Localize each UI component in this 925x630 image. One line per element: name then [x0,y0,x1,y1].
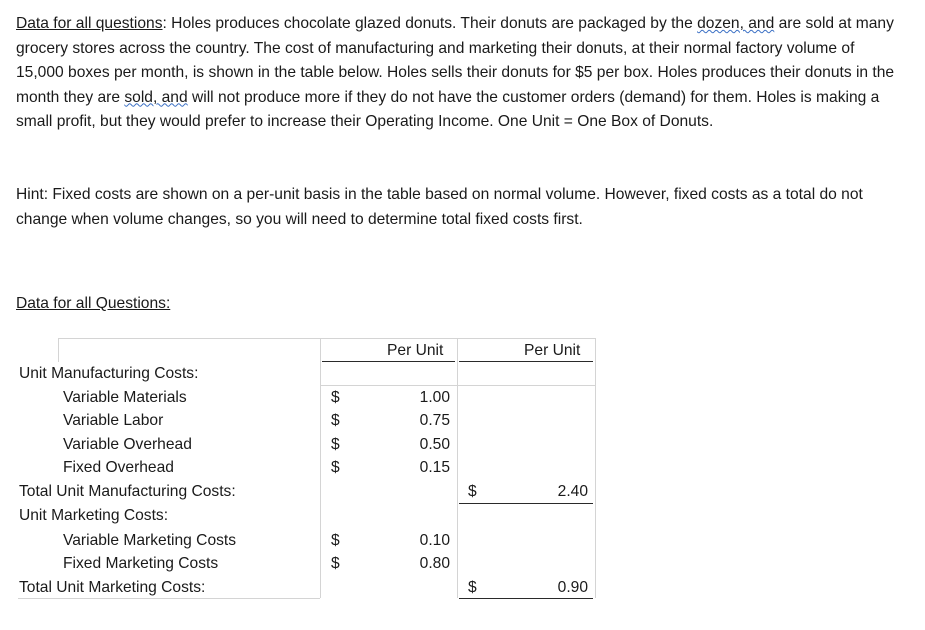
col-header-per-unit-1: Per Unit [387,342,444,359]
value-variable-overhead: 0.50 [419,436,450,453]
value-total-unit-manufacturing-costs: 2.40 [557,483,588,500]
section-heading: Data for all Questions: [16,295,171,312]
row-variable-overhead: Variable Overhead [63,436,192,453]
intro-label: Data for all questions [16,15,163,32]
row-variable-marketing-costs: Variable Marketing Costs [63,532,237,549]
row-variable-materials: Variable Materials [63,389,187,406]
value-fixed-marketing-costs: 0.80 [419,555,450,572]
hint-paragraph: Hint: Fixed costs are shown on a per-unit basis in the table based on normal volume. However, fixed costs as a total do not change when volume changes, so you will need to determine total fixed costs first. [16,186,863,228]
currency-symbol: $ [331,436,340,453]
row-fixed-overhead: Fixed Overhead [63,459,174,476]
value-variable-materials: 1.00 [419,389,450,406]
currency-symbol: $ [331,412,340,429]
intro-colon: : [162,15,167,32]
row-fixed-marketing-costs: Fixed Marketing Costs [63,555,219,572]
intro-text-2: are sold at many grocery stores across the country. The cost of manufacturing and marketing their donuts, at their normal factory volume of 15,000 boxes per month, is shown in the table below. Holes sells their donuts for $5 per box. Holes produces their donuts in the month they are [16,15,895,106]
row-unit-manufacturing-costs: Unit Manufacturing Costs: [19,365,199,382]
currency-symbol: $ [331,389,340,406]
currency-symbol: $ [468,483,477,500]
value-variable-labor: 0.75 [419,412,450,429]
row-variable-labor: Variable Labor [63,412,164,429]
spell-flag-1: dozen, and [697,15,775,32]
value-total-unit-marketing-costs: 0.90 [557,579,588,596]
currency-symbol: $ [331,459,340,476]
currency-symbol: $ [331,532,340,549]
intro-text-1: Holes produces chocolate glazed donuts. Their donuts are packaged by the [166,15,698,32]
currency-symbol: $ [468,579,477,596]
value-fixed-overhead: 0.15 [419,459,450,476]
row-unit-marketing-costs: Unit Marketing Costs: [19,507,169,524]
currency-symbol: $ [331,555,340,572]
col-header-per-unit-2: Per Unit [524,342,581,359]
intro-text-3: will not produce more if they do not have the customer orders (demand) for them. Holes is making a small profit, but they would prefer to increase their Operating Income. One Unit = One Box of Donuts. [16,88,880,130]
row-total-unit-manufacturing-costs: Total Unit Manufacturing Costs: [19,483,236,500]
value-variable-marketing-costs: 0.10 [419,532,450,549]
row-total-unit-marketing-costs: Total Unit Marketing Costs: [19,579,206,596]
spell-flag-2: sold, and [124,88,188,106]
